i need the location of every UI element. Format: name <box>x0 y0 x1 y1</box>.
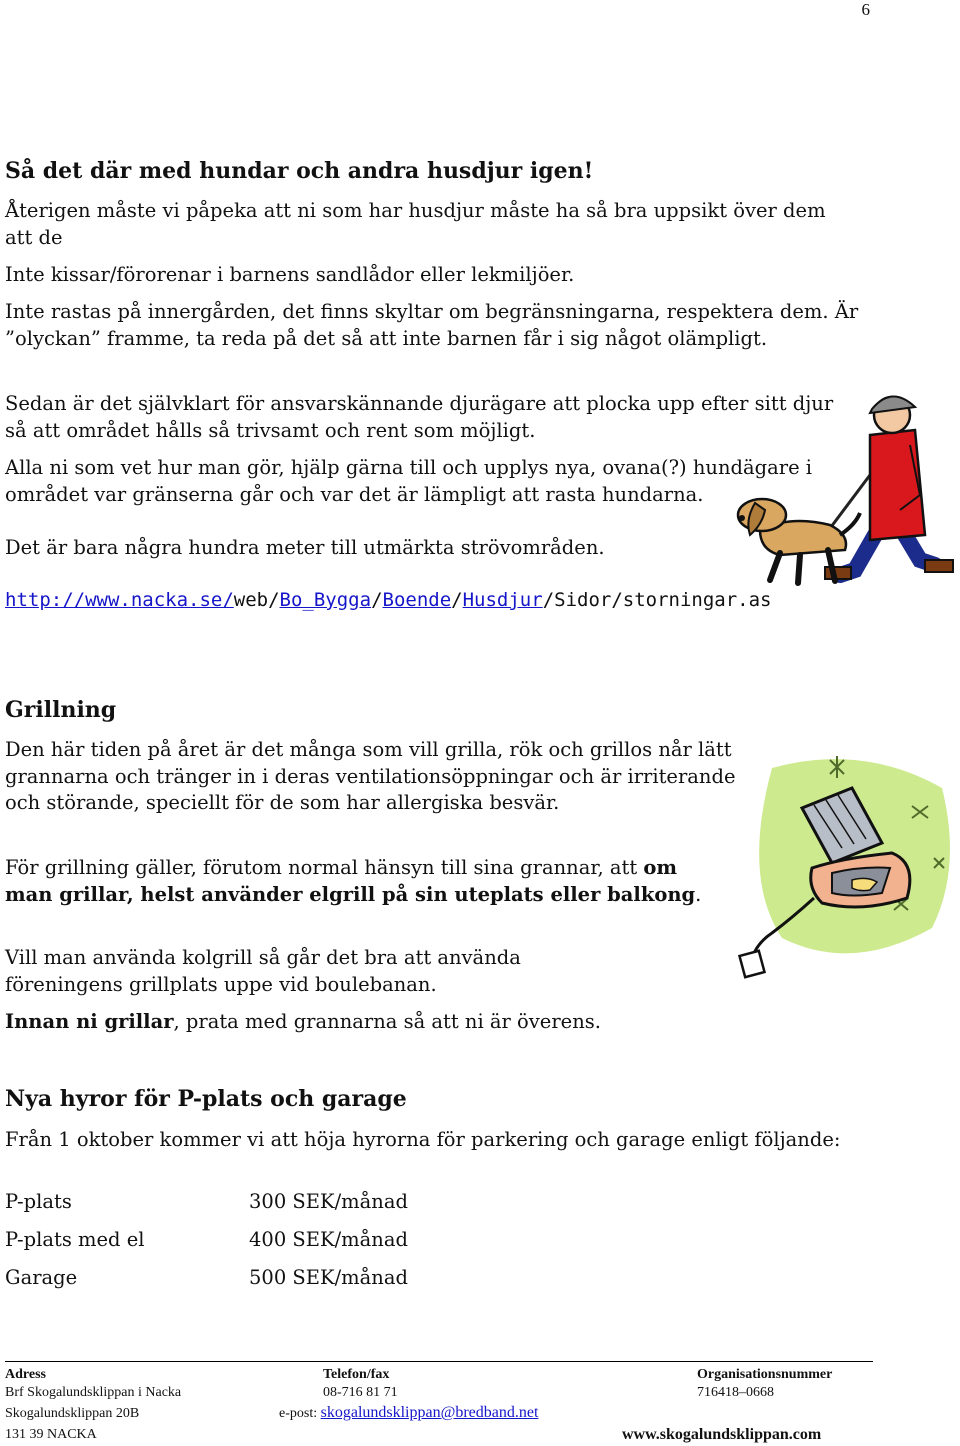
page-number: 6 <box>861 0 870 19</box>
footer-address-label: Adress <box>5 1367 46 1382</box>
footer-email-row <box>279 1404 538 1422</box>
pets-paragraph-6: Det är bara några hundra meter till utmärkta strövområden. <box>5 536 605 559</box>
link-part-husdjur[interactable]: Husdjur <box>462 589 543 611</box>
pets-paragraph-5: Alla ni som vet hur man gör, hjälp gärna till och upplys nya, ovana(?) hundägare i området var gränserna går och var det är lämpligt att rasta hundarna. <box>5 456 813 506</box>
link-part-sidor: /Sidor/storningar.as <box>542 589 772 611</box>
man-walking-dog-icon <box>720 385 960 590</box>
footer-address-line-3: 131 39 NACKA <box>5 1427 97 1442</box>
grill-paragraph-1: Den här tiden på året är det många som vill grilla, rök och grillos når lätt grannarna och tränger in i deras ventilationsöppningar och är irriterande och störande, speciellt för de som har allergiska besvär. <box>5 738 736 814</box>
pets-heading: Så det där med hundar och andra husdjur igen! <box>5 158 594 184</box>
price-value: 500 SEK/månad <box>249 1266 408 1289</box>
price-row <box>5 1266 505 1294</box>
link-separator: / <box>371 589 383 611</box>
footer-org-number: 716418–0668 <box>697 1385 774 1400</box>
footer-phone: 08-716 81 71 <box>323 1385 398 1400</box>
price-label: P-plats <box>5 1190 72 1213</box>
footer-email-label: e-post: <box>279 1406 318 1421</box>
footer-address-line-1: Brf Skogalundsklippan i Nacka <box>5 1385 182 1400</box>
footer-address-line-2: Skogalundsklippan 20B <box>5 1406 140 1421</box>
price-label: Garage <box>5 1266 78 1289</box>
rent-intro: Från 1 oktober kommer vi att höja hyrorna för parkering och garage enligt följande: <box>5 1128 841 1151</box>
grill-heading: Grillning <box>5 697 117 723</box>
price-row <box>5 1190 505 1218</box>
footer-website[interactable]: www.skogalundsklippan.com <box>622 1426 822 1443</box>
link-part-bo-bygga[interactable]: Bo_Bygga <box>279 589 372 611</box>
nacka-pets-link[interactable] <box>5 589 771 611</box>
link-part-web: web/ <box>233 589 280 611</box>
pets-paragraph-2: Inte kissar/förorenar i barnens sandlådor eller lekmiljöer. <box>5 263 575 286</box>
price-row <box>5 1228 505 1256</box>
pets-paragraph-1: Återigen måste vi påpeka att ni som har husdjur måste ha så bra uppsikt över dem att de <box>5 199 826 249</box>
price-value: 400 SEK/månad <box>249 1228 408 1251</box>
rent-heading: Nya hyror för P-plats och garage <box>5 1086 407 1112</box>
price-label: P-plats med el <box>5 1228 145 1251</box>
footer-email-link[interactable]: skogalundsklippan@bredband.net <box>320 1404 539 1421</box>
grill-paragraph-2: För grillning gäller, förutom normal hänsyn till sina grannar, att om man grillar, helst använder elgrill på sin uteplats eller balkong. <box>5 856 702 906</box>
footer-org-label: Organisationsnummer <box>697 1367 833 1382</box>
grill-paragraph-3: Vill man använda kolgrill så går det bra att använda föreningens grillplats uppe vid boulebanan. <box>5 946 521 996</box>
link-separator: / <box>451 589 463 611</box>
footer-divider <box>5 1361 873 1362</box>
pets-paragraph-4: Sedan är det självklart för ansvarskännande djurägare att plocka upp efter sitt djur så att området hålls så trivsamt och rent som möjligt. <box>5 392 834 442</box>
link-part-boende[interactable]: Boende <box>382 589 452 611</box>
footer-phone-label: Telefon/fax <box>323 1367 390 1382</box>
price-value: 300 SEK/månad <box>249 1190 408 1213</box>
electric-grill-icon <box>732 748 960 980</box>
link-part-domain[interactable]: http://www.nacka.se/ <box>5 589 234 611</box>
grill-paragraph-4: Innan ni grillar, prata med grannarna så att ni är överens. <box>5 1010 601 1033</box>
pets-paragraph-3: Inte rastas på innergården, det finns skyltar om begränsningarna, respektera dem. Är ”olyckan” framme, ta reda på det så att inte barnen får i sig något olämpligt. <box>5 300 859 350</box>
